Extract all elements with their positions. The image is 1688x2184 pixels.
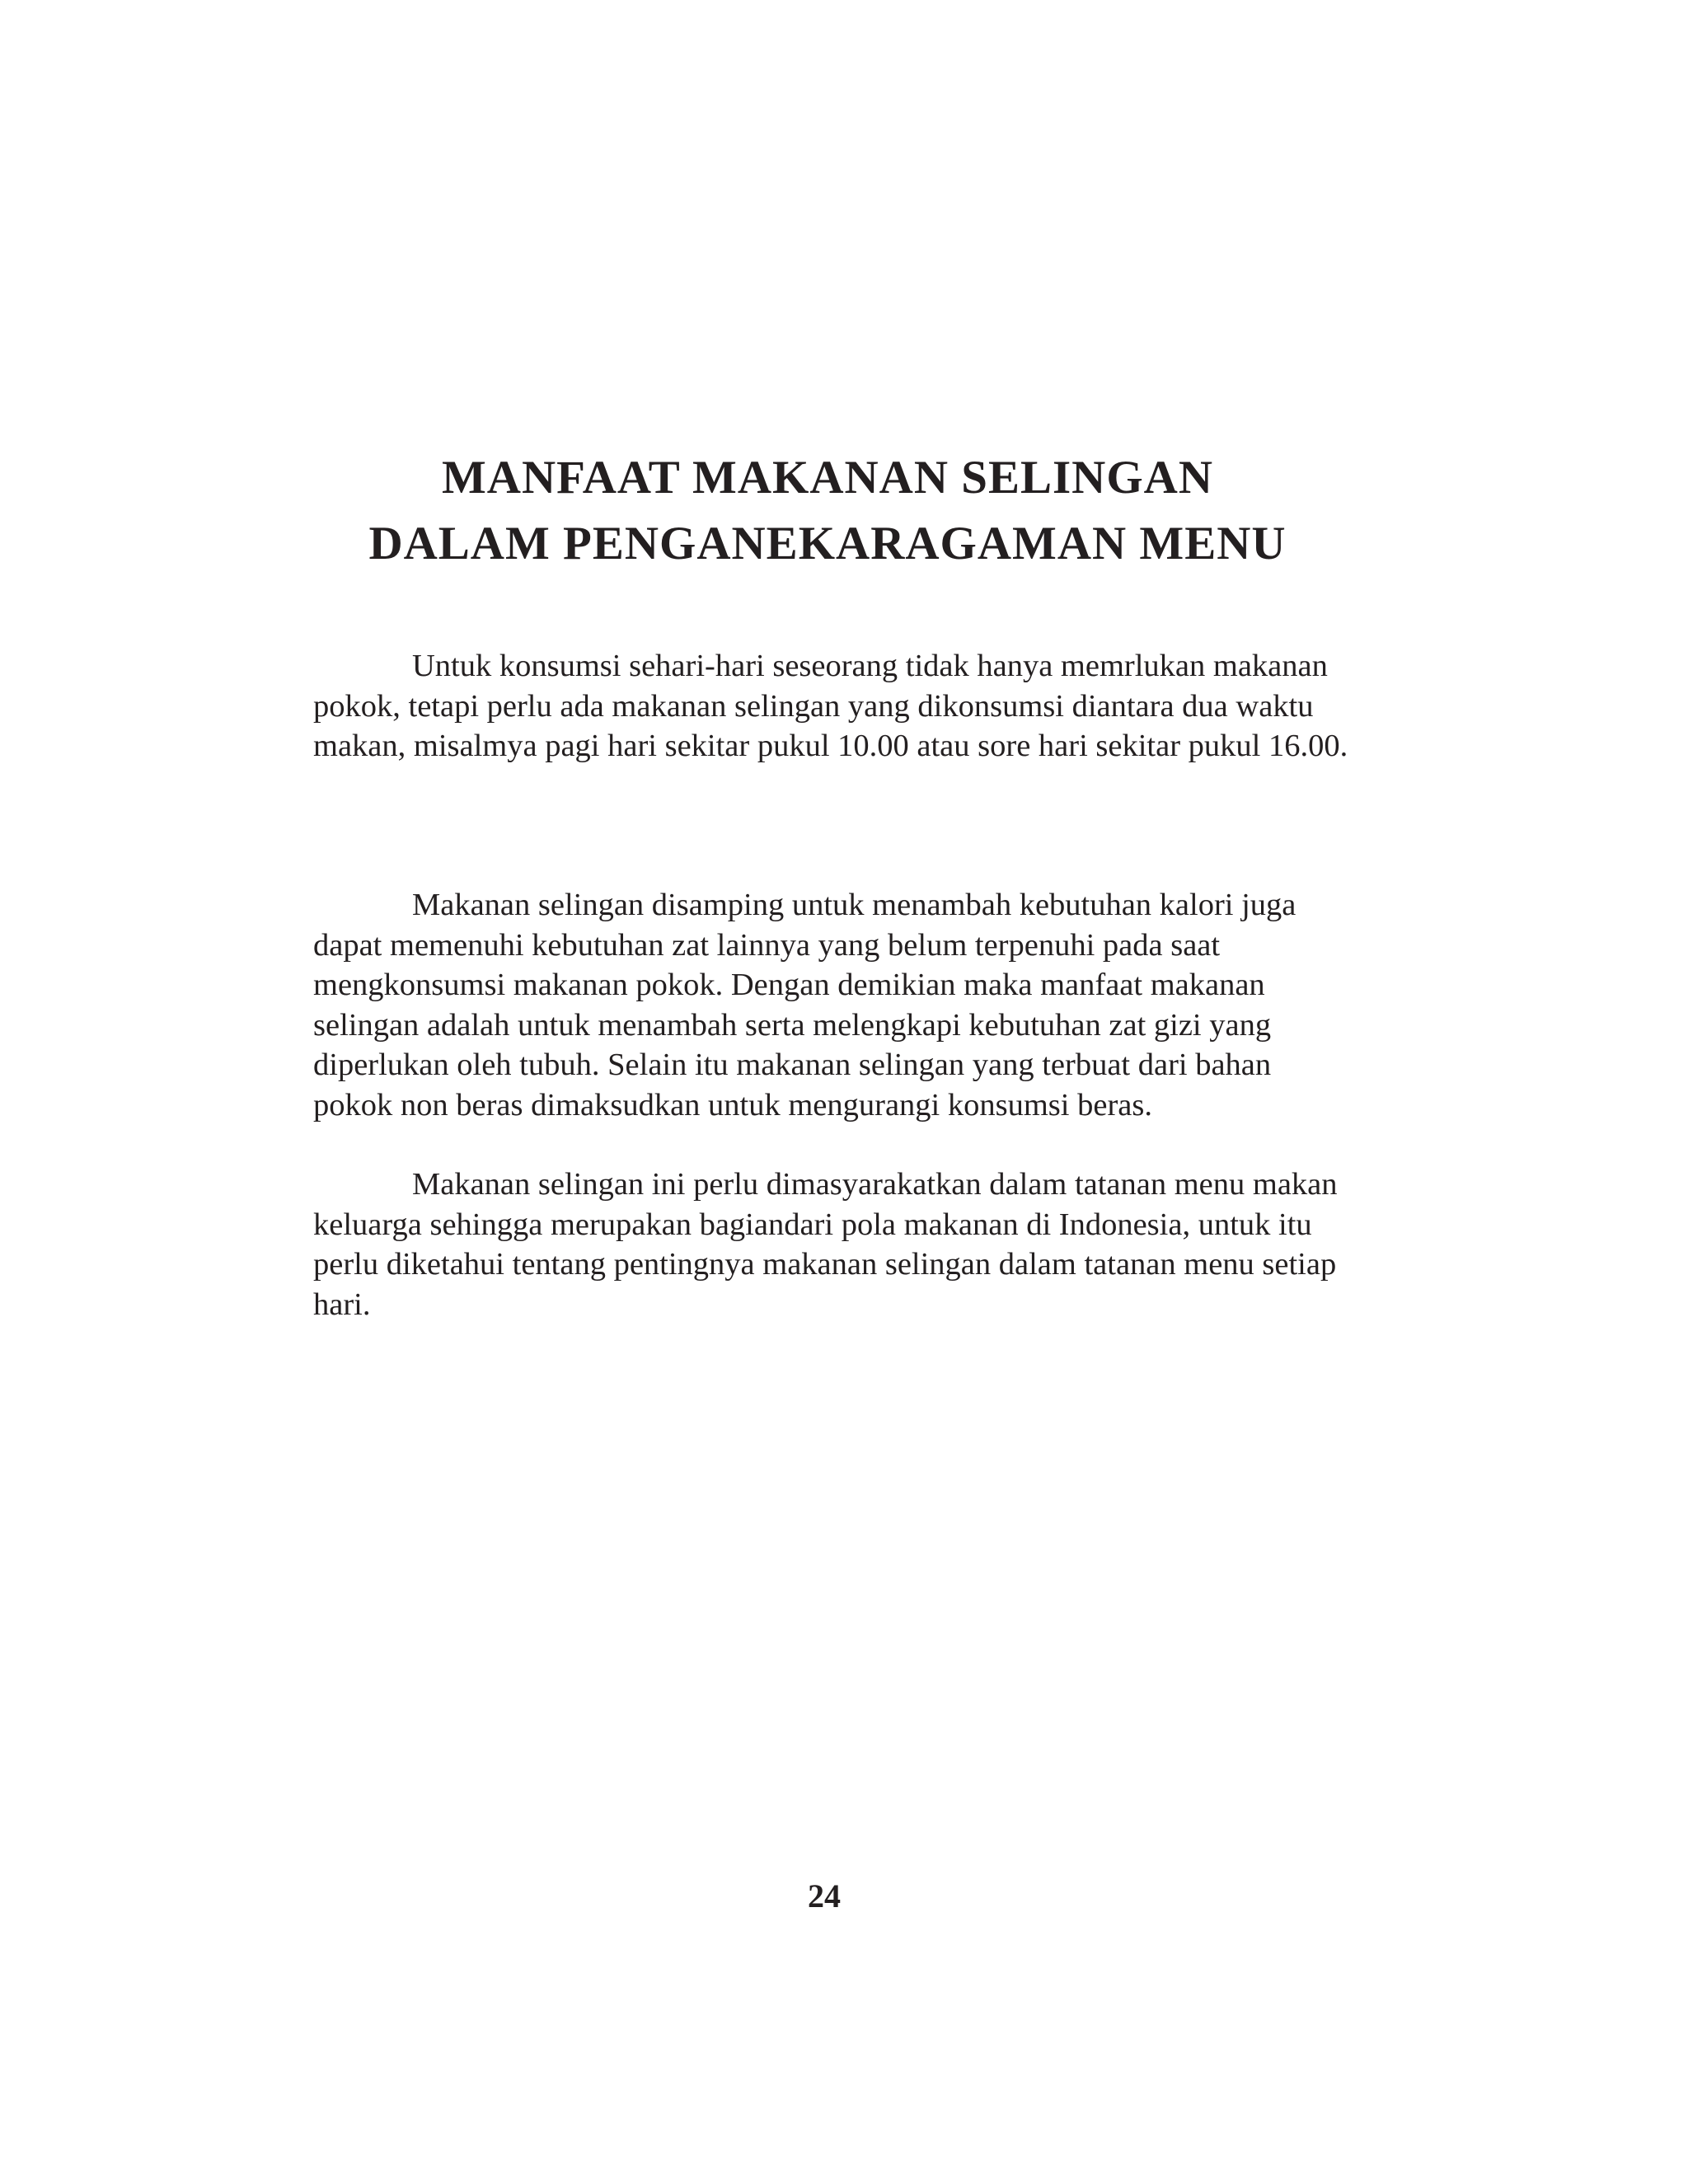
paragraph-2: Makanan selingan disamping untuk menambah kebutuhan kalori juga dapat memenuhi kebutuhan zat lainnya yang belum terpenuhi pada saat mengkonsumsi makanan pokok. Dengan demikian maka manfaat makanan selingan adalah untuk menambah serta melengkapi kebutuhan zat gizi yang diperlukan oleh tubuh. Selain itu makanan selingan yang terbuat dari bahan pokok non beras dimaksudkan untuk mengurangi konsumsi beras. bbox=[313, 888, 1296, 1122]
title-line-2: DALAM PENGANEKARAGAMAN MENU bbox=[368, 518, 1287, 569]
page-number: 24 bbox=[808, 1877, 841, 1915]
paragraph-1: Untuk konsumsi sehari-hari seseorang tidak hanya memrlukan makanan pokok, tetapi perlu ada makanan selingan yang dikonsumsi diantara dua waktu makan, misalmya pagi hari sekitar pukul 10.00 atau sore hari sekitar pukul 16.00. bbox=[313, 649, 1348, 763]
paragraph-3: Makanan selingan ini perlu dimasyarakatkan dalam tatanan menu makan keluarga sehingga merupakan bagiandari pola makanan di Indonesia, untuk itu perlu diketahui tentang pentingnya makanan selingan dalam tatanan menu setiap hari. bbox=[313, 1167, 1338, 1322]
title-line-1: MANFAAT MAKANAN SELINGAN bbox=[442, 452, 1213, 504]
page-title bbox=[0, 445, 1655, 577]
